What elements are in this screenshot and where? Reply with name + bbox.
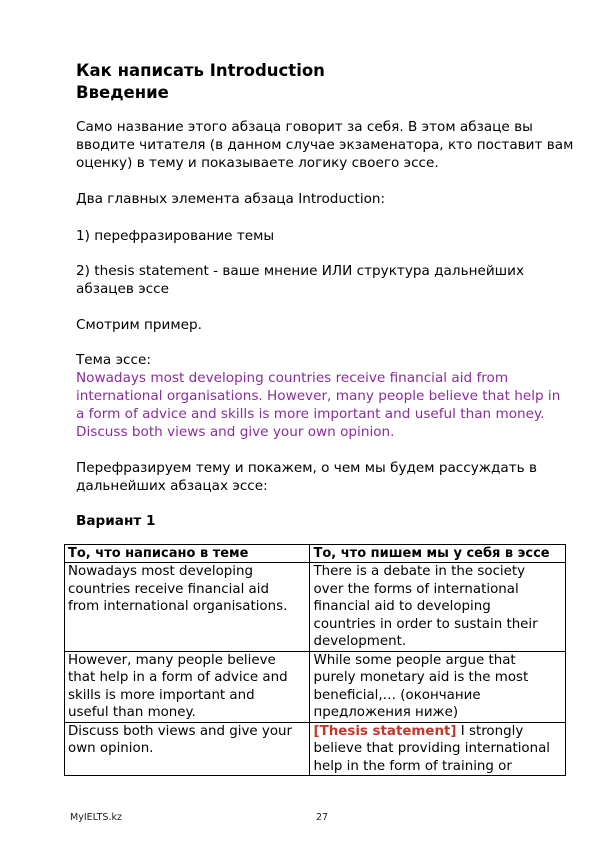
comparison-table [64,544,566,776]
column-header: То, что пишем мы у себя в эссе [310,545,566,563]
cell-line-rest: I strongly [456,723,524,739]
intro-paragraph [76,118,576,172]
list-item-2-line: абзацев эссе [76,281,169,297]
list-item-2 [76,262,576,298]
cell-line: purely monetary aid is the most [313,670,529,685]
intro-line: оценку) в тему и показываете логику своего эссе. [76,155,439,171]
topic-text-line: Discuss both views and give your own opinion. [76,424,395,440]
table-cell-essay [310,722,566,776]
cell-line: development. [313,634,407,649]
table-header-row [65,545,566,563]
see-example-text: Смотрим пример. [76,317,202,333]
cell-line: countries receive financial aid [68,581,269,597]
topic-text-line: international organisations. However, many people believe that help in [76,388,561,404]
cell-line: However, many people believe [68,652,276,668]
list-item-1: 1) перефразирование темы [76,228,275,244]
table-row [65,651,566,722]
table-cell-topic [65,563,310,652]
footer-site: MyIELTS.kz [70,812,122,823]
list-item-2-line: 2) thesis statement - ваше мнение ИЛИ структура дальнейших [76,263,524,279]
intro-line: Само название этого абзаца говорит за себя. В этом абзаце вы [76,119,533,135]
topic-text-line: a form of advice and skills is more important and useful than money. [76,406,545,422]
two-elements-text: Два главных элемента абзаца Introduction: [76,191,386,207]
cell-line: financial aid to developing [313,599,491,614]
cell-line: countries in order to sustain their [313,616,538,632]
column-header: То, что написано в теме [65,545,310,563]
cell-line: Discuss both views and give your [68,723,293,739]
table-cell-essay [310,563,566,652]
cell-line: useful than money. [68,705,196,720]
cell-line [313,723,562,741]
title-line-1: Как написать Introduction [76,61,325,80]
table-cell-topic [65,651,310,722]
topic-label: Тема эссе: [76,352,151,368]
page-title [76,60,325,104]
title-line-2: Введение [76,83,169,102]
thesis-statement-label: [Thesis statement] [313,723,457,739]
footer-page-number: 27 [316,812,329,823]
rephrase-line: Перефразируем тему и покажем, о чем мы будем рассуждать в [76,460,538,476]
cell-line: own opinion. [68,741,154,756]
topic-text-line: Nowadays most developing countries receive financial aid from [76,370,509,386]
essay-topic [76,351,576,441]
cell-line: from international organisations. [68,599,288,614]
table-cell-topic [65,722,310,776]
cell-line: While some people argue that [313,652,516,668]
cell-line: beneficial,… (окончание [313,687,481,703]
table-row [65,722,566,776]
cell-line: that help in a form of advice and [68,670,288,685]
cell-line: предложения ниже) [313,705,459,720]
rephrase-line: дальнейших абзацах эссе: [76,478,268,494]
cell-line: over the forms of international [313,581,519,597]
table-cell-essay [310,651,566,722]
intro-line: вводите читателя (в данном случае экзаменатора, кто поставит вам [76,137,574,153]
cell-line: There is a debate in the society [313,564,526,579]
cell-line: skills is more important and [68,687,255,703]
cell-line: help in the form of training or [313,758,512,774]
variant-heading: Вариант 1 [76,513,156,529]
cell-line: believe that providing international [313,741,551,756]
table-row [65,563,566,652]
rephrase-paragraph [76,459,576,495]
cell-line: Nowadays most developing [68,564,253,579]
